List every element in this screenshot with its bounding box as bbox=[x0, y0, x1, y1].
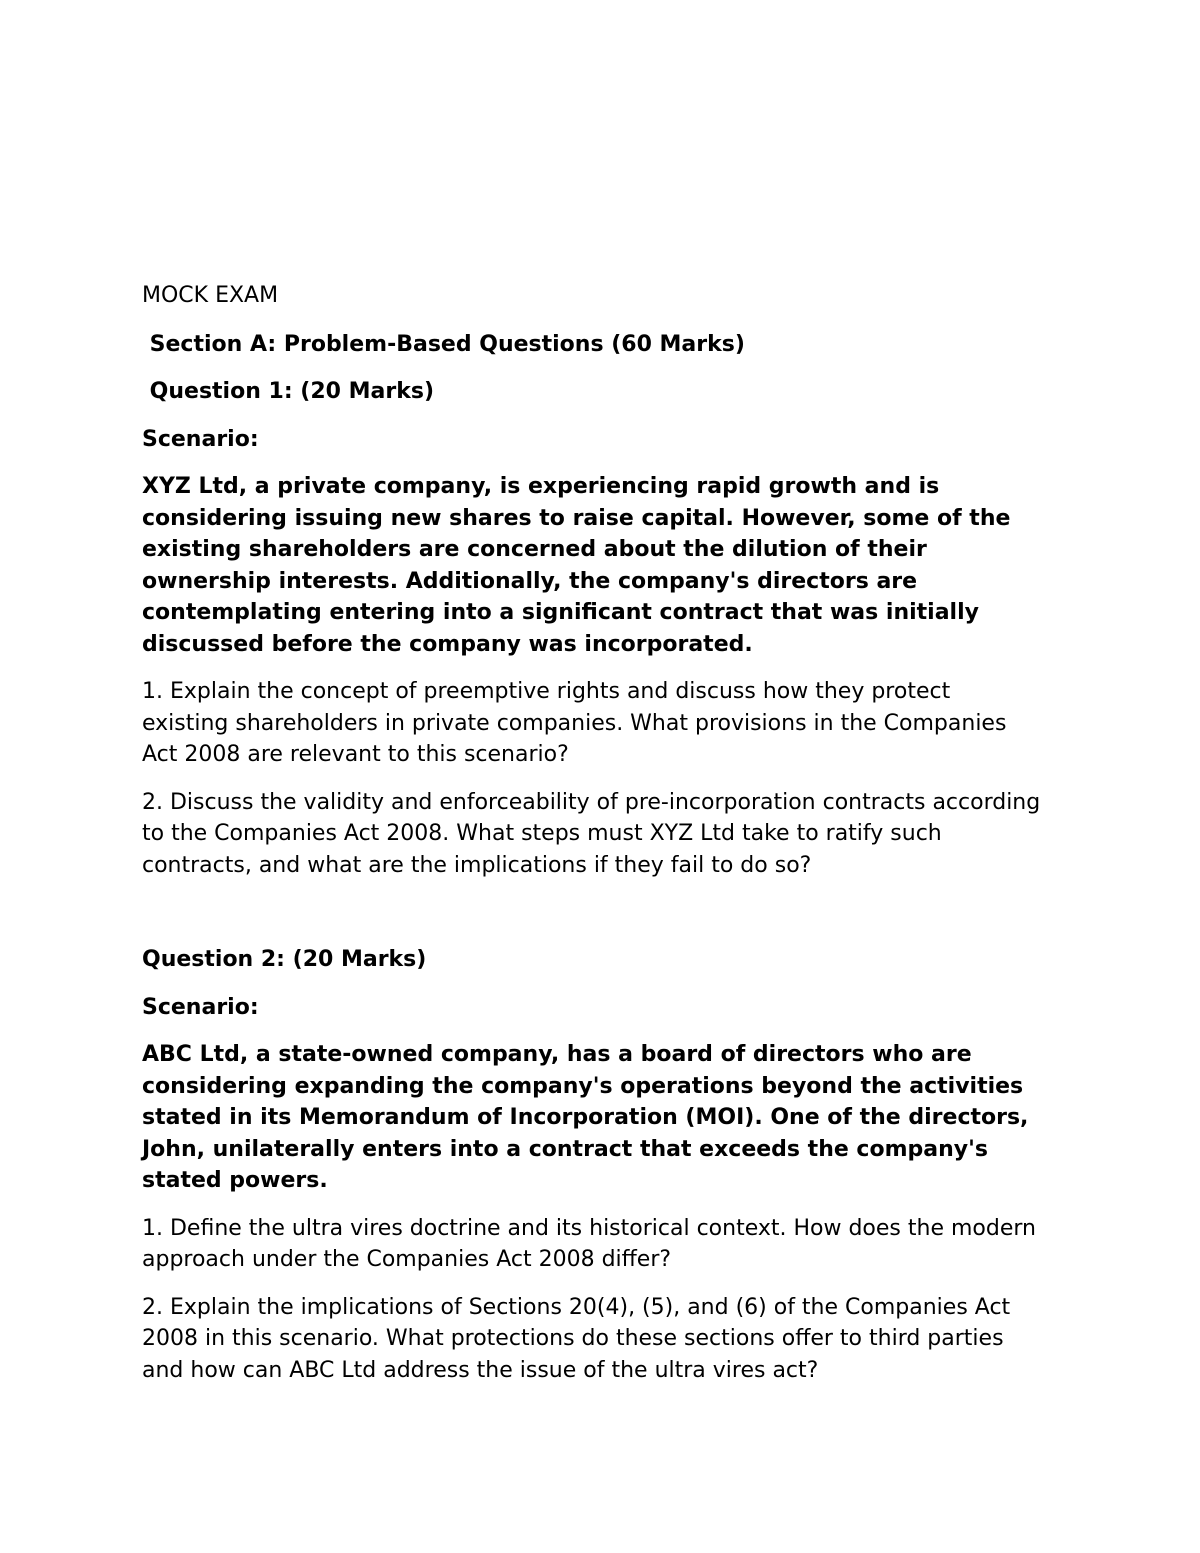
section-heading: Section A: Problem-Based Questions (60 Marks) bbox=[142, 331, 745, 357]
question-2-item-2: 2. Explain the implications of Sections 20(4), (5), and (6) of the Companies Act 2008 in this scenario. What protections do these sections offer to third parties and how can ABC Ltd address the issue of the ultra vires act? bbox=[142, 1294, 1011, 1383]
question-2-scenario-label: Scenario: bbox=[142, 994, 259, 1020]
exam-title: MOCK EXAM bbox=[142, 283, 279, 308]
document-body bbox=[142, 280, 1042, 1386]
question-1-scenario-text: XYZ Ltd, a private company, is experiencing rapid growth and is considering issuing new shares to raise capital. However, some of the existing shareholders are concerned about the dilution of their ownership interests. Additionally, the company's directors are contemplating entering into a significant contract that was initially discussed before the company was incorporated. bbox=[142, 474, 1011, 657]
question-1-item-1: 1. Explain the concept of preemptive rights and discuss how they protect existing shareholders in private companies. What provisions in the Companies Act 2008 are relevant to this scenario? bbox=[142, 679, 1007, 767]
question-1-item-2: 2. Discuss the validity and enforceability of pre-incorporation contracts according to the Companies Act 2008. What steps must XYZ Ltd take to ratify such contracts, and what are the implications if they fail to do so? bbox=[142, 789, 1041, 878]
question-1-heading: Question 1: (20 Marks) bbox=[142, 379, 434, 404]
question-1-scenario-label: Scenario: bbox=[142, 426, 259, 452]
question-2-item-1: 1. Define the ultra vires doctrine and its historical context. How does the modern approach under the Companies Act 2008 differ? bbox=[142, 1215, 1036, 1272]
question-2-heading: Question 2: (20 Marks) bbox=[142, 947, 427, 972]
question-2-scenario-text: ABC Ltd, a state-owned company, has a board of directors who are considering expanding the company's operations beyond the activities stated in its Memorandum of Incorporation (MOI). One of the directors, John, unilaterally enters into a contract that exceeds the company's stated powers. bbox=[142, 1042, 1029, 1193]
